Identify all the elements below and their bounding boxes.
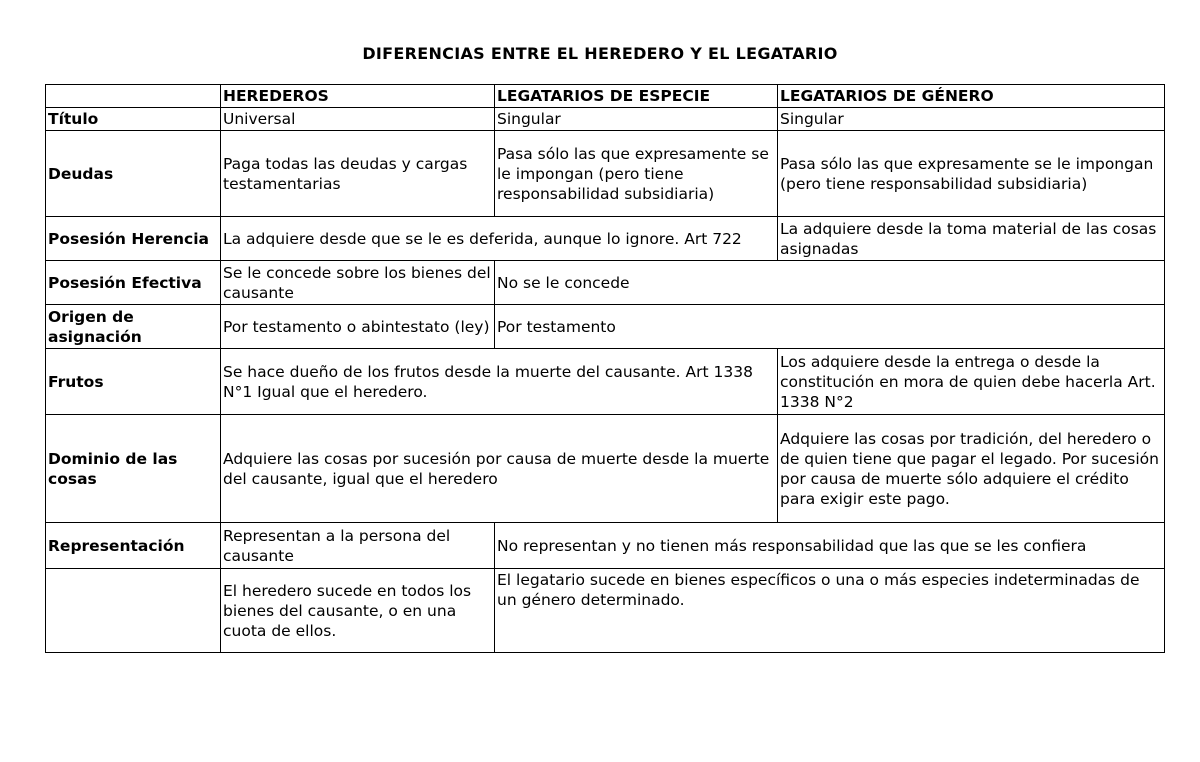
row-label-representacion: Representación: [46, 523, 221, 569]
cell-titulo-especie: Singular: [495, 108, 778, 131]
cell-posesion-herencia-genero: La adquiere desde la toma material de las cosas asignadas: [778, 217, 1165, 261]
table-header-row: [46, 85, 1165, 108]
row-label-dominio: Dominio de las cosas: [46, 415, 221, 523]
row-label-posesion-efectiva: Posesión Efectiva: [46, 261, 221, 305]
table-row: [46, 569, 1165, 653]
header-cell-legatarios-genero: LEGATARIOS DE GÉNERO: [778, 85, 1165, 108]
cell-titulo-genero: Singular: [778, 108, 1165, 131]
cell-origen-herederos: Por testamento o abintestato (ley): [221, 305, 495, 349]
row-label-frutos: Frutos: [46, 349, 221, 415]
cell-origen-legatarios: Por testamento: [495, 305, 1165, 349]
cell-posesion-efectiva-legatarios: No se le concede: [495, 261, 1165, 305]
table-row: [46, 305, 1165, 349]
document-title: DIFERENCIAS ENTRE EL HEREDERO Y EL LEGATARIO: [362, 44, 838, 63]
row-label-sucesion: [46, 569, 221, 653]
table-row: [46, 261, 1165, 305]
cell-deudas-especie: Pasa sólo las que expresamente se le impongan (pero tiene responsabilidad subsidiaria): [495, 131, 778, 217]
comparison-table: [45, 84, 1165, 653]
table-row: [46, 415, 1165, 523]
cell-dominio-herederos-especie: Adquiere las cosas por sucesión por causa de muerte desde la muerte del causante, igual que el heredero: [221, 415, 778, 523]
cell-posesion-efectiva-herederos: Se le concede sobre los bienes del causante: [221, 261, 495, 305]
cell-frutos-herederos-especie: Se hace dueño de los frutos desde la muerte del causante. Art 1338 N°1 Igual que el heredero.: [221, 349, 778, 415]
table-row: [46, 131, 1165, 217]
cell-dominio-genero: Adquiere las cosas por tradición, del heredero o de quien tiene que pagar el legado. Por sucesión por causa de muerte sólo adquiere el crédito para exigir este pago.: [778, 415, 1165, 523]
cell-titulo-herederos: Universal: [221, 108, 495, 131]
table-row: [46, 217, 1165, 261]
table-row: [46, 108, 1165, 131]
header-cell-empty: [46, 85, 221, 108]
header-cell-legatarios-especie: LEGATARIOS DE ESPECIE: [495, 85, 778, 108]
cell-frutos-genero: Los adquiere desde la entrega o desde la constitución en mora de quien debe hacerla Art. 1338 N°2: [778, 349, 1165, 415]
cell-sucesion-herederos: El heredero sucede en todos los bienes del causante, o en una cuota de ellos.: [221, 569, 495, 653]
table-row: [46, 523, 1165, 569]
cell-posesion-herencia-herederos-especie: La adquiere desde que se le es deferida, aunque lo ignore. Art 722: [221, 217, 778, 261]
row-label-deudas: Deudas: [46, 131, 221, 217]
row-label-posesion-herencia: Posesión Herencia: [46, 217, 221, 261]
table-row: [46, 349, 1165, 415]
cell-representacion-legatarios: No representan y no tienen más responsabilidad que las que se les confiera: [495, 523, 1165, 569]
row-label-origen: Origen de asignación: [46, 305, 221, 349]
row-label-titulo: Título: [46, 108, 221, 131]
cell-representacion-herederos: Representan a la persona del causante: [221, 523, 495, 569]
header-cell-herederos: HEREDEROS: [221, 85, 495, 108]
cell-deudas-herederos: Paga todas las deudas y cargas testamentarias: [221, 131, 495, 217]
cell-sucesion-legatarios: El legatario sucede en bienes específicos o una o más especies indeterminadas de un género determinado.: [495, 569, 1165, 653]
cell-deudas-genero: Pasa sólo las que expresamente se le impongan (pero tiene responsabilidad subsidiaria): [778, 131, 1165, 217]
